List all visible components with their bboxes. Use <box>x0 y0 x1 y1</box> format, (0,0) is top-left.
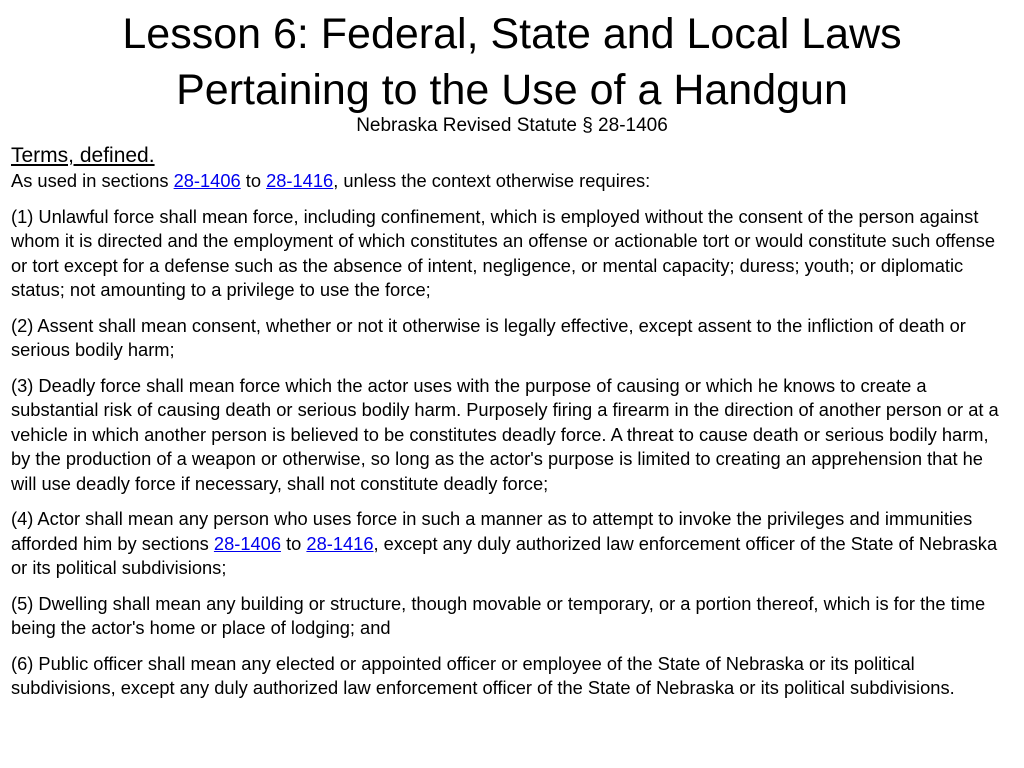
actor-text-after: , except any duly authorized law enforcement officer of the State of Nebraska or its political subdivisions; <box>11 532 998 578</box>
intro-text-before: As used in sections <box>11 170 174 191</box>
intro-paragraph <box>11 169 1001 194</box>
slide-body <box>11 143 1001 712</box>
statute-subtitle: Nebraska Revised Statute § 28-1406 <box>356 115 668 136</box>
definition-public-officer: (6) Public officer shall mean any elected or appointed officer or employee of the State of Nebraska or its political subdivisions, except any duly authorized law enforcement officer of the State of Nebraska or its political subdivisions. <box>11 652 955 698</box>
statute-link-28-1416[interactable]: 28-1416 <box>306 532 374 554</box>
statute-link-28-1406[interactable]: 28-1406 <box>173 170 241 191</box>
slide-title-line-1: Lesson 6: Federal, State and Local Laws <box>122 10 902 58</box>
section-heading: Terms, defined. <box>11 144 155 167</box>
definition-deadly-force: (3) Deadly force shall mean force which the actor uses with the purpose of causing or which he knows to create a substantial risk of causing death or serious bodily harm. Purposely firing a firearm in the direction of another person or at a vehicle in which another person is believed to be constitutes deadly force. A threat to cause death or serious bodily harm, by the production of a weapon or otherwise, so long as the actor's purpose is limited to creating an apprehension that he will use deadly force if necessary, shall not constitute deadly force; <box>11 374 999 494</box>
definition-actor <box>11 507 1001 581</box>
definition-unlawful-force: (1) Unlawful force shall mean force, including confinement, which is employed without the consent of the person against whom it is directed and the employment of which constitutes an offense or actionable tort or would constitute such offense or tort except for a defense such as the absence of intent, negligence, or mental capacity; duress; youth; or diplomatic status; not amounting to a privilege to use the force; <box>11 205 996 300</box>
definition-assent: (2) Assent shall mean consent, whether or not it otherwise is legally effective, except assent to the infliction of death or serious bodily harm; <box>11 314 966 360</box>
statute-link-28-1416[interactable]: 28-1416 <box>266 170 334 191</box>
actor-text-before: (4) Actor shall mean any person who uses force in such a manner as to attempt to invoke the privileges and immunities afforded him by sections <box>11 508 973 554</box>
statute-link-28-1406[interactable]: 28-1406 <box>213 532 281 554</box>
intro-text-after: , unless the context otherwise requires: <box>333 170 651 191</box>
intro-text-between: to <box>240 170 267 191</box>
slide-title <box>0 6 1024 118</box>
definition-dwelling: (5) Dwelling shall mean any building or structure, though movable or temporary, or a portion thereof, which is for the time being the actor's home or place of lodging; and <box>11 592 986 638</box>
actor-text-between: to <box>281 532 307 554</box>
slide-title-line-2: Pertaining to the Use of a Handgun <box>176 66 848 114</box>
